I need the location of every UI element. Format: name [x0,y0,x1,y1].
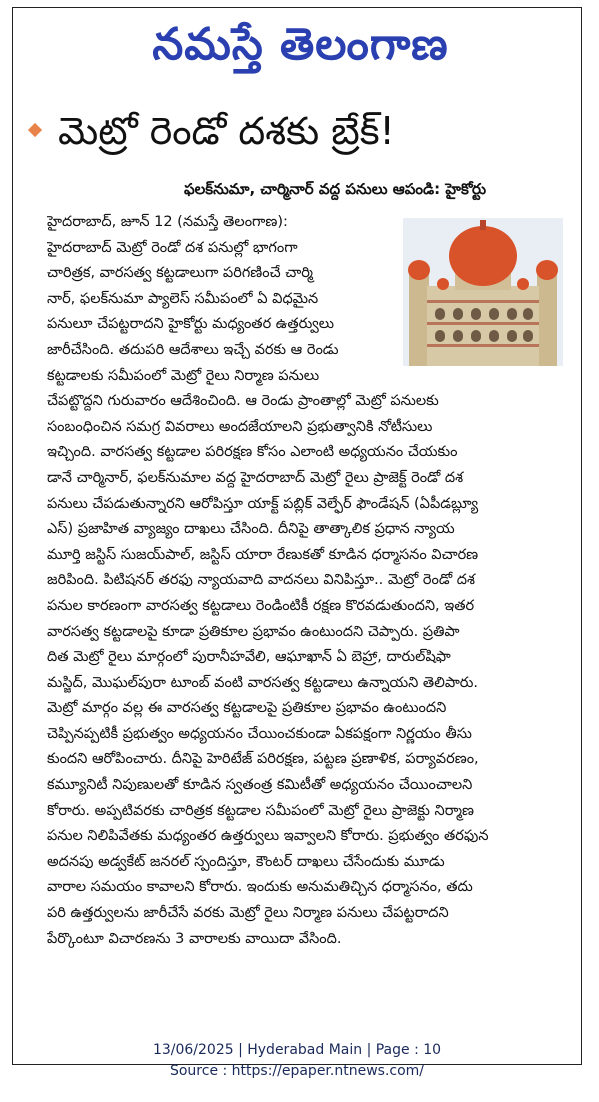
headline-bullet-icon [28,123,42,137]
headline: మెట్రో రెండో దశకు బ్రేక్! [58,109,395,153]
headline-row [28,100,580,162]
article-line: వారసత్వ కట్టడాలపై కూడా ప్రతికూల ప్రభావం ఉంటుందని చెప్పారు. ప్రతిపా [47,623,460,640]
article-line: వారాల సమయం కావాలని కోరారు. ఇందుకు అనుమతిచ్చిన ధర్మాసనం, తదు [47,879,473,896]
article-line: జరిపింది. పిటిషనర్ తరఫు న్యాయవాది వాదనలు వినిపిస్తూ.. మెట్రో రెండో దశ [47,572,475,589]
footer-source: Source : https://epaper.ntnews.com/ [169,1063,425,1079]
article-line: ఇచ్చింది. వారసత్వ కట్టడాల పరిరక్షణ కోసం ఎలాంటి అధ్యయనం చేయకుం [47,444,458,461]
article-line: కోరారు. అప్పటివరకు చారిత్రక కట్టడాల సమీపంలో మెట్రో రైలు ప్రాజెక్టు నిర్మాణ [47,802,474,819]
article-line: ఎస్) ప్రజాహిత వ్యాజ్యం దాఖలు చేసింది. దీనిపై తాత్కాలిక ప్రధాన న్యాయ [47,521,455,538]
article-line: హైదరాబాద్ మెట్రో రెండో దశ పనుల్లో భాగంగా [47,239,298,256]
article-line: మెట్రో మార్గం వల్ల ఈ వారసత్వ కట్టడాలపై ప్రతికూల ప్రభావం ఉంటుందని [47,700,447,717]
article-line: పనులూ చేపట్టరాదని హైకోర్టు మధ్యంతర ఉత్తర్వులు [47,316,335,333]
article-line: కట్టడాలకు సమీపంలో మెట్రో రైలు నిర్మాణ పనులు [47,367,320,384]
article-line: మస్జిద్, మొఘల్‌పురా టూంబ్ వంటి వారసత్వ కట్టడాలు ఉన్నాయని తెలిపారు. [47,674,478,691]
article-line: చేపట్టొద్దని గురువారం ఆదేశించింది. ఆ రెండు ప్రాంతాల్లో మెట్రో పనులకు [47,393,439,410]
article-line: డానే చార్మినార్, ఫలక్‌నుమాల వద్ద హైదరాబాద్ మెట్రో రైలు ప్రాజెక్ట్ రెండో దశ [47,469,464,486]
article-line: సంబంధించిన సమగ్ర వివరాలు అందజేయాలని ప్రభుత్వానికి నోటీసులు [47,418,433,435]
article-line: అదనపు అడ్వకేట్ జనరల్ స్పందిస్తూ, కౌంటర్ దాఖలు చేసేందుకు మూడు [47,853,445,870]
article-line: చెప్పినప్పటికీ ప్రభుత్వం అధ్యయనం చేయించకుండా ఏకపక్షంగా నిర్ణయం తీసు [47,725,472,742]
newspaper-masthead: నమస్తే తెలంగాణ [152,19,449,70]
article-line: పనులు చేపడుతున్నారని ఆరోపిస్తూ యాక్ట్ పబ్లిక్ వెల్ఫేర్ ఫౌండేషన్ (ఏపీడబ్ల్యూ [47,495,479,512]
article-line: దిత మెట్రో రైలు మార్గంలో పురానీహవేలి, ఆఘాఖాన్ ఏ బెహ్రా, దారుల్‌షిఫా [47,649,451,666]
article-line: కమ్యూనిటీ నిపుణులతో కూడిన స్వతంత్ర కమిటీతో అధ్యయనం చేయించాలని [47,777,473,794]
article-body [47,210,563,1028]
article-line: పరి ఉత్తర్వులను జారీచేసే వరకు మెట్రో రైలు నిర్మాణ పనులు చేపట్టరాదని [47,905,449,922]
article-line: పనుల కారణంగా వారసత్వ కట్టడాలు రెండింటికీ రక్షణ కొరవడుతుందని, ఇతర [47,597,475,614]
article-line: కుందని ఆరోపించారు. దీనిపై హెరిటేజ్ పరిరక్షణ, పట్టణ ప్రణాళిక, పర్యావరణం, [47,751,479,768]
article-line: హైదరాబాద్, జూన్ 12 (నమస్తే తెలంగాణ): [47,214,288,230]
subheadline: ఫలక్‌నుమా, చార్మినార్ వద్ద పనులు ఆపండి: హైకోర్టు [183,180,487,198]
article-line: నార్, ఫలక్‌నుమా ప్యాలెస్ సమీపంలో ఏ విధమైన [47,290,319,307]
article-line: పేర్కొంటూ విచారణను 3 వారాలకు వాయిదా వేసింది. [47,930,342,947]
article-line: జారీచేసింది. తదుపరి ఆదేశాలు ఇచ్చే వరకు ఆ రెండు [47,341,339,358]
article-line: చారిత్రక, వారసత్వ కట్టడాలుగా పరిగణించే చార్మి [47,265,314,282]
article-line: పనుల నిలిపివేతకు మధ్యంతర ఉత్తర్వులు ఇవ్వాలని కోరారు. ప్రభుత్వం తరఫున [47,828,489,845]
footer-dateline: 13/06/2025 | Hyderabad Main | Page : 10 [152,1042,442,1058]
article-line: మూర్తి జస్టిస్ సుజయ్‌పాల్, జస్టిస్ యారా రేణుకతో కూడిన ధర్మాసనం విచారణ [47,546,479,563]
